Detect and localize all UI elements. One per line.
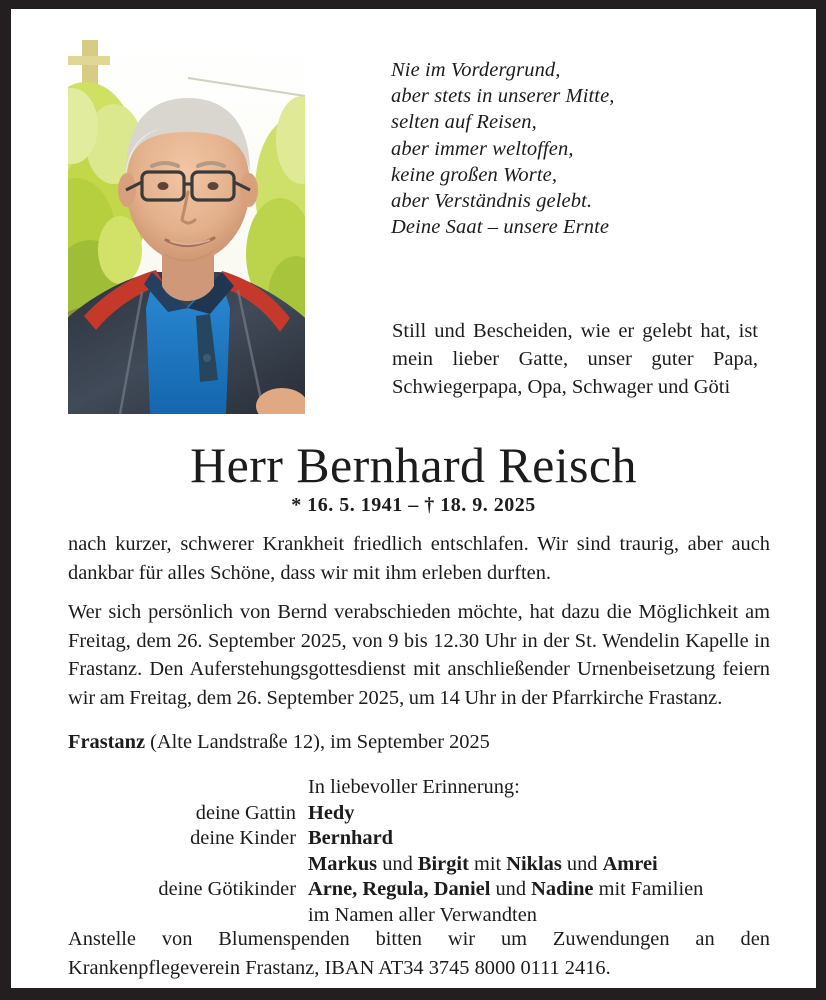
donation-paragraph: Anstelle von Blumenspenden bitten wir um Zuwendungen an den Krankenpflegeverein Frastanz, IBAN AT34 3745 8000 0111 2416.	[68, 928, 770, 979]
place-name: Frastanz	[68, 731, 146, 753]
family-name: Markus	[308, 852, 378, 875]
place-rest: (Alte Landstraße 12), im September 2025	[145, 731, 490, 753]
verse-line-6: aber Verständnis gelebt.	[391, 190, 593, 213]
family-names	[308, 852, 770, 878]
intro-text: Still und Bescheiden, wie er gelebt hat, ist mein lieber Gatte, unser guter Papa, Schwiegerpapa, Opa, Schwager und Göti	[392, 320, 758, 398]
portrait-photo-image	[68, 40, 305, 414]
family-names	[308, 877, 770, 903]
family-connector: und	[490, 878, 532, 900]
family-name: Bernhard	[308, 827, 393, 849]
verse-line-1: Nie im Vordergrund,	[391, 59, 561, 81]
family-row	[68, 877, 770, 903]
family-heading-row	[68, 775, 770, 801]
family-name: Amrei	[602, 852, 658, 875]
portrait-photo	[68, 40, 305, 414]
verse-line-2: aber stets in unserer Mitte,	[391, 85, 615, 108]
family-relation-label: deine Götikinder	[158, 878, 296, 900]
family-connector: mit Familien	[593, 878, 704, 900]
family-row	[68, 826, 770, 852]
memorial-verse	[391, 57, 791, 240]
family-name: Birgit	[417, 852, 469, 875]
family-connector: und	[561, 852, 603, 875]
verse-line-3: selten auf Reisen,	[391, 111, 537, 134]
family-name: Hedy	[308, 801, 355, 824]
family-block	[68, 775, 770, 928]
farewell-paragraph: Wer sich persönlich von Bernd verabschieden möchte, hat dazu die Möglichkeit am Freitag, dem 26. September 2025, von 9 bis 12.30 Uhr in der St. Wendelin Kapelle in Frastanz. Den Auferstehungsgottesdienst mit anschließender Urnenbeisetzung feiern wir am Freitag, dem 26. September 2025, um 14 Uhr in der Pfarrkirche Frastanz.	[68, 601, 770, 709]
family-name: Arne, Regula, Daniel	[308, 878, 491, 900]
deceased-dates: * 16. 5. 1941 – † 18. 9. 2025	[291, 494, 536, 516]
family-row	[68, 852, 770, 878]
verse-line-7: Deine Saat – unsere Ernte	[391, 216, 610, 239]
family-names	[308, 826, 770, 852]
illness-paragraph: nach kurzer, schwerer Krankheit friedlich entschlafen. Wir sind traurig, aber auch dankbar für alles Schöne, dass wir mit ihm erleben durften.	[68, 533, 770, 584]
deceased-name: Herr Bernhard Reisch	[190, 437, 637, 493]
family-name: Niklas	[506, 852, 562, 875]
family-row	[68, 801, 770, 827]
family-names	[308, 801, 770, 827]
family-heading: In liebevoller Erinnerung:	[308, 776, 520, 798]
family-name: Nadine	[531, 878, 594, 900]
family-relation-label: deine Kinder	[190, 827, 296, 849]
place-date-line	[68, 728, 770, 756]
obituary-page	[11, 9, 816, 988]
verse-line-4: aber immer weltoffen,	[391, 137, 574, 160]
family-connector: im Namen aller Verwandten	[308, 903, 537, 926]
verse-line-5: keine großen Worte,	[391, 163, 558, 186]
family-relation-label: deine Gattin	[195, 801, 296, 824]
family-connector: und	[377, 852, 418, 875]
family-connector: mit	[468, 852, 507, 875]
